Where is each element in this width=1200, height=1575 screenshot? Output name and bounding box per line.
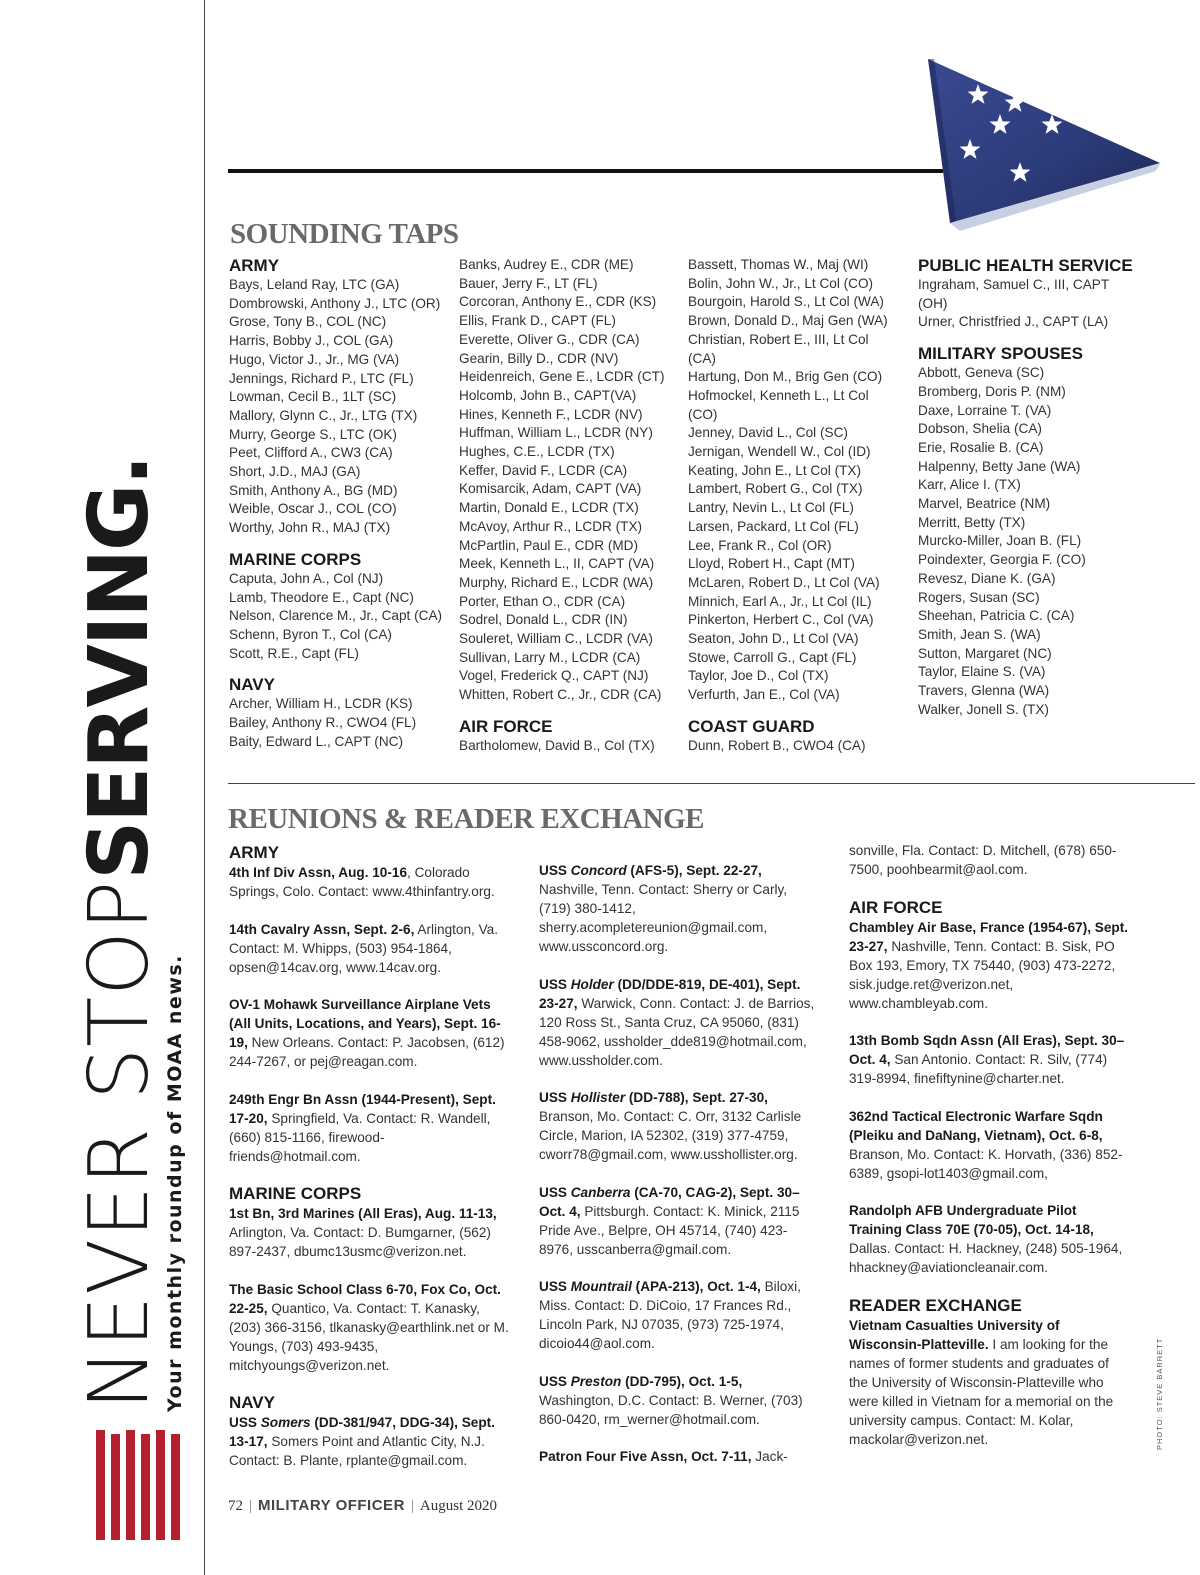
reunion-entry — [849, 841, 1129, 879]
obituary-entry: Minnich, Earl A., Jr., Lt Col (IL) — [688, 593, 872, 609]
obituary-entry: Brown, Donald D., Maj Gen (WA) — [688, 313, 888, 329]
reunion-entry-text: Hollister — [570, 1090, 626, 1105]
reunion-entry-text: USS — [539, 1090, 571, 1105]
reunion-entry-text: (DD-795), Oct. 1-5, — [621, 1373, 743, 1389]
reunion-entry-text: Pittsburgh. Contact: K. Minick, 2115 Pride Ave., Belpre, OH 45714, (740) 423-8976, usscanberra@gmail.com. — [539, 1203, 800, 1257]
obituary-entry: Verfurth, Jan E., Col (VA) — [688, 687, 840, 703]
obituary-entry: Seaton, John D., Lt Col (VA) — [688, 631, 859, 647]
obituary-entry: Martin, Donald E., LCDR (TX) — [459, 500, 639, 516]
reunion-entry-text: (DD-381/947, DDG-34), Sept. 13-17, — [229, 1415, 495, 1449]
reunion-entry-text: 14th Cavalry Assn, Sept. 2-6, — [229, 921, 415, 937]
obituary-entry: Lloyd, Robert H., Capt (MT) — [688, 556, 855, 572]
obituary-entry: Urner, Christfried J., CAPT (LA) — [918, 314, 1109, 330]
reunion-entry-text: (CA-70, CAG-2), Sept. 30–Oct. 4, — [539, 1184, 800, 1219]
obituary-entry: Rogers, Susan (SC) — [918, 589, 1040, 605]
spacer — [229, 663, 454, 675]
obituary-entry: Porter, Ethan O., CDR (CA) — [459, 593, 626, 609]
reunion-entry — [849, 1107, 1129, 1183]
obituary-entry: Archer, William H., LCDR (KS) — [229, 696, 413, 712]
obituary-entry: Nelson, Clarence M., Jr., Capt (CA) — [229, 608, 443, 624]
reunion-entry-text: Randolph AFB Undergraduate Pilot Training Class 70E (70-05), Oct. 14-18, — [849, 1203, 1094, 1237]
obituary-entry: (CA) — [688, 350, 716, 366]
reunion-entry-text: Warwick, Conn. Contact: J. de Barrios, 120 Ross St., Santa Cruz, CA 95060, (831) 458-9062, ussholder_dde819@hotmail.com, www.ussholder.com. — [539, 995, 815, 1068]
obituary-entry: Vogel, Frederick Q., CAPT (NJ) — [459, 668, 649, 684]
reunion-entry-text: I am looking for the names of former students and graduates of the University of Wisconsin-Platteville who were killed in Vietnam for a memorial on the university campus. Contact: M. Kolar, mackolar@verizon.net. — [849, 1336, 1114, 1447]
issue-date: August 2020 — [419, 1498, 498, 1514]
reunion-entry-text: (AFS-5), Sept. 22-27, — [626, 863, 762, 878]
reunions-title: REUNIONS & READER EXCHANGE — [228, 803, 705, 835]
obituary-entry: Christian, Robert E., III, Lt Col — [688, 331, 869, 347]
stripe — [126, 1430, 135, 1540]
obituary-entry: Caputa, John A., Col (NJ) — [229, 570, 384, 586]
branch-heading: PUBLIC HEALTH SERVICE — [918, 256, 1133, 275]
branch-heading: AIR FORCE — [459, 716, 553, 736]
reunion-entry-text: Nashville, Tenn. Contact: Sherry or Carly, (719) 380-1412, sherry.acompletereunion@gmail.com, www.ussconcord.org. — [539, 882, 788, 954]
obituary-entry: Heidenreich, Gene E., LCDR (CT) — [459, 369, 665, 385]
reunion-entry-text: OV-1 Mohawk Surveillance Airplane Vets (All Units, Locations, and Years), Sept. 16-19, — [229, 997, 501, 1050]
magazine-name: MILITARY OFFICER — [258, 1497, 405, 1514]
obituary-entry: Lantry, Nevin L., Lt Col (FL) — [688, 500, 854, 516]
obituary-entry: McPartlin, Paul E., CDR (MD) — [459, 537, 639, 553]
obituary-entry: Hugo, Victor J., Jr., MG (VA) — [229, 351, 400, 367]
reunion-entry-text: Dallas. Contact: H. Hackney, (248) 505-1964, hhackney@aviationcleanair.com. — [849, 1241, 1123, 1275]
obituary-entry: Keffer, David F., LCDR (CA) — [459, 462, 628, 478]
obituary-entry: Hines, Kenneth F., LCDR (NV) — [459, 406, 643, 422]
obituary-entry: Ingraham, Samuel C., III, CAPT — [918, 277, 1110, 292]
obituary-entry: Revesz, Diane K. (GA) — [918, 570, 1056, 586]
top-rule — [228, 169, 943, 173]
branch-heading: ARMY — [229, 256, 280, 275]
obituary-entry: Scott, R.E., Capt (FL) — [229, 645, 359, 661]
reunion-entry-text: Quantico, Va. Contact: T. Kanasky, (203) 366-3156, tlkanasky@earthlink.net or M. Youngs, (703) 493-9435, mitchyoungs@verizon.net. — [229, 1300, 509, 1373]
reunion-entry-text: 362nd Tactical Electronic Warfare Sqdn (Pleiku and DaNang, Vietnam), Oct. 6-8, — [849, 1108, 1103, 1143]
reunion-entry — [849, 1201, 1129, 1277]
obituary-entry: Whitten, Robert C., Jr., CDR (CA) — [459, 687, 662, 703]
obituary-entry: Peet, Clifford A., CW3 (CA) — [229, 445, 393, 461]
obituary-entry: Smith, Jean S. (WA) — [918, 626, 1041, 642]
reunion-entry-text: Nashville, Tenn. Contact: B. Sisk, PO Box 193, Emory, TX 75440, (903) 473-2272, sisk.judge.ret@verizon.net, www.chambleyab.com. — [849, 938, 1116, 1011]
obituary-entry: Harris, Bobby J., COL (GA) — [229, 333, 394, 349]
reunion-branch-heading: AIR FORCE — [849, 897, 943, 917]
reunion-entry — [849, 1031, 1129, 1088]
taps-column-2 — [459, 256, 684, 756]
obituary-entry: Travers, Glenna (WA) — [918, 683, 1050, 699]
obituary-entry: Karr, Alice I. (TX) — [918, 477, 1021, 493]
reunion-entry-text: Branson, Mo. Contact: K. Horvath, (336) 852-6389, gsopi-lot1403@gmail.com, — [849, 1146, 1123, 1181]
spacer — [688, 705, 913, 717]
page-footer: 72 | MILITARY OFFICER | August 2020 — [228, 1497, 498, 1514]
reunion-entry-text: USS — [539, 1184, 571, 1200]
obituary-entry: Hofmockel, Kenneth L., Lt Col — [688, 387, 869, 403]
obituary-entry: Murphy, Richard E., LCDR (WA) — [459, 574, 654, 590]
branch-heading: MARINE CORPS — [229, 549, 362, 569]
reunion-branch-heading: MARINE CORPS — [229, 1184, 362, 1203]
stripes-logo — [94, 1430, 184, 1540]
reunions-column-2 — [539, 861, 819, 1485]
reunions-column-3 — [849, 841, 1129, 1467]
reunion-branch-heading: READER EXCHANGE — [849, 1295, 1022, 1315]
obituary-entry: Dobson, Shelia (CA) — [918, 421, 1042, 437]
obituary-entry: Poindexter, Georgia F. (CO) — [918, 552, 1086, 568]
obituary-entry: Sodrel, Donald L., CDR (IN) — [459, 612, 628, 628]
reunion-entry — [229, 920, 509, 977]
sidebar-title-bold: SERVING. — [72, 456, 167, 880]
reunion-entry-text: USS — [539, 976, 571, 992]
folded-flag-image — [920, 55, 1170, 235]
obituary-entry: Gearin, Billy D., CDR (NV) — [459, 350, 619, 366]
reunion-entry — [539, 1183, 819, 1259]
obituary-entry: Lee, Frank R., Col (OR) — [688, 537, 832, 553]
obituary-entry: Marvel, Beatrice (NM) — [918, 496, 1051, 512]
obituary-entry: Dunn, Robert B., CWO4 (CA) — [688, 737, 866, 753]
obituary-entry: Worthy, John R., MAJ (TX) — [229, 520, 391, 536]
obituary-entry: Lamb, Theodore E., Capt (NC) — [229, 589, 414, 605]
obituary-entry: Bassett, Thomas W., Maj (WI) — [688, 257, 869, 272]
obituary-entry: Bailey, Anthony R., CWO4 (FL) — [229, 715, 417, 731]
obituary-entry: McLaren, Robert D., Lt Col (VA) — [688, 574, 880, 590]
obituary-entry: Abbott, Geneva (SC) — [918, 365, 1045, 381]
obituary-entry: Baity, Edward L., CAPT (NC) — [229, 733, 403, 749]
left-vertical-rule — [204, 0, 205, 1575]
spacer — [459, 705, 684, 717]
obituary-entry: Ellis, Frank D., CAPT (FL) — [459, 313, 616, 329]
obituary-entry: Larsen, Packard, Lt Col (FL) — [688, 518, 859, 534]
obituary-entry: Bourgoin, Harold S., Lt Col (WA) — [688, 294, 884, 310]
reunion-entry — [539, 1088, 819, 1164]
reunion-entry-text: USS — [539, 1373, 571, 1389]
obituary-entry: Bromberg, Doris P. (NM) — [918, 383, 1066, 399]
obituary-entry: Jennings, Richard P., LTC (FL) — [229, 370, 414, 386]
reunion-entry-text: , Colorado Springs, Colo. Contact: www.4thinfantry.org. — [229, 865, 495, 899]
sidebar-title — [70, 410, 170, 1410]
reunion-entry-text: Holder — [570, 976, 614, 992]
reunion-entry-text: 13th Bomb Sqdn Assn (All Eras), Sept. 30–Oct. 4, — [849, 1033, 1125, 1067]
obituary-entry: Holcomb, John B., CAPT(VA) — [459, 387, 637, 403]
obituary-entry: Stowe, Carroll G., Capt (FL) — [688, 649, 857, 665]
reunion-entry-text: Chambley Air Base, France (1954-67), Sept. 23-27, — [849, 919, 1129, 954]
obituary-entry: Bays, Leland Ray, LTC (GA) — [229, 277, 400, 292]
obituary-entry: Grose, Tony B., COL (NC) — [229, 314, 387, 330]
reunion-entry-text: Patron Four Five Assn, Oct. 7-11, — [539, 1449, 752, 1464]
reunion-entry-text: Arlington, Va. Contact: D. Bumgarner, (562) 897-2437, dbumc13usmc@verizon.net. — [229, 1225, 491, 1259]
obituary-entry: Erie, Rosalie B. (CA) — [918, 439, 1044, 455]
obituary-entry: (OH) — [918, 295, 948, 311]
reunion-entry — [849, 1316, 1129, 1449]
spacer — [229, 538, 454, 550]
reunion-entry-text: Canberra — [570, 1184, 631, 1200]
obituary-entry: Merritt, Betty (TX) — [918, 514, 1026, 530]
obituary-entry: Daxe, Lorraine T. (VA) — [918, 402, 1052, 418]
reunion-branch-heading: NAVY — [229, 1393, 275, 1412]
section-divider — [228, 783, 1195, 784]
reunion-entry-text: USS — [539, 1279, 571, 1294]
photo-credit: PHOTO: STEVE BARRETT — [1155, 1337, 1164, 1450]
reunion-entry-text: 4th Inf Div Assn, Aug. 10-16 — [229, 865, 408, 880]
obituary-entry: Smith, Anthony A., BG (MD) — [229, 482, 398, 498]
reunion-entry-text: Biloxi, Miss. Contact: D. DiCoio, 17 Frances Rd., Lincoln Park, NJ 07035, (973) 725-1974, dicoio44@aol.com. — [539, 1279, 801, 1351]
taps-column-1 — [229, 256, 454, 751]
reunion-entry — [229, 1090, 509, 1166]
sidebar-title-light: NEVER STOP — [72, 879, 167, 1410]
sounding-taps-title: SOUNDING TAPS — [230, 218, 459, 250]
reunion-branch-heading: ARMY — [229, 843, 280, 862]
reunion-entry — [229, 863, 509, 901]
stripe — [96, 1430, 105, 1540]
obituary-entry: Taylor, Elaine S. (VA) — [918, 664, 1046, 680]
reunion-entry — [539, 861, 819, 956]
reunion-entry-text: sonville, Fla. Contact: D. Mitchell, (678) 650-7500, poohbearmit@aol.com. — [849, 843, 1117, 877]
obituary-entry: Bolin, John W., Jr., Lt Col (CO) — [688, 275, 874, 291]
reunion-entry-text: 1st Bn, 3rd Marines (All Eras), Aug. 11-13, — [229, 1206, 497, 1221]
obituary-entry: Lowman, Cecil B., 1LT (SC) — [229, 389, 397, 405]
reunion-entry — [539, 1447, 819, 1466]
reunion-entry — [539, 1277, 819, 1353]
reunion-entry-text: Concord — [570, 863, 627, 878]
branch-heading: MILITARY SPOUSES — [918, 344, 1083, 364]
stripe — [111, 1434, 120, 1540]
obituary-entry: Banks, Audrey E., CDR (ME) — [459, 257, 634, 272]
obituary-entry: Souleret, William C., LCDR (VA) — [459, 631, 653, 647]
obituary-entry: Sutton, Margaret (NC) — [918, 645, 1052, 661]
reunion-entry — [539, 975, 819, 1070]
reunion-entry — [229, 1280, 509, 1375]
taps-column-3 — [688, 256, 913, 756]
reunion-entry-text: USS — [229, 1415, 261, 1430]
obituary-entry: Keating, John E., Lt Col (TX) — [688, 462, 862, 478]
reunion-entry-text: Mountrail — [570, 1279, 632, 1294]
obituary-entry: Short, J.D., MAJ (GA) — [229, 464, 361, 480]
obituary-entry: Jenney, David L., Col (SC) — [688, 425, 848, 441]
obituary-entry: Hartung, Don M., Brig Gen (CO) — [688, 369, 883, 385]
branch-heading: COAST GUARD — [688, 716, 815, 736]
obituary-entry: Taylor, Joe D., Col (TX) — [688, 668, 829, 684]
reunion-entry-text: San Antonio. Contact: R. Silv, (774) 319-8994, finefiftynine@charter.net. — [849, 1052, 1108, 1086]
reunion-entry-text: (APA-213), Oct. 1-4, — [631, 1279, 761, 1294]
obituary-entry: Sullivan, Larry M., LCDR (CA) — [459, 649, 641, 665]
reunion-entry-text: (DD-788), Sept. 27-30, — [625, 1090, 768, 1105]
reunion-entry-text: Vietnam Casualties University of Wisconsin-Platteville. — [849, 1317, 1060, 1352]
reunion-entry — [229, 995, 509, 1071]
obituary-entry: Everette, Oliver G., CDR (CA) — [459, 331, 640, 347]
obituary-entry: Pinkerton, Herbert C., Col (VA) — [688, 612, 874, 628]
obituary-entry: Murry, George S., LTC (OK) — [229, 426, 397, 442]
reunion-entry — [539, 1372, 819, 1429]
obituary-entry: McAvoy, Arthur R., LCDR (TX) — [459, 518, 643, 534]
obituary-entry: Walker, Jonell S. (TX) — [918, 701, 1049, 717]
obituary-entry: Mallory, Glynn C., Jr., LTG (TX) — [229, 407, 418, 423]
reunion-entry-text: Washington, D.C. Contact: B. Werner, (703) 860-0420, rm_werner@hotmail.com. — [539, 1392, 803, 1427]
reunion-entry-text: (DD/DDE-819, DE-401), Sept. 23-27, — [539, 976, 801, 1011]
reunion-entry-text: Somers Point and Atlantic City, N.J. Contact: B. Plante, rplante@gmail.com. — [229, 1434, 485, 1468]
obituary-entry: Weible, Oscar J., COL (CO) — [229, 501, 397, 517]
spacer — [918, 332, 1143, 344]
reunion-entry-text: Somers — [260, 1415, 311, 1430]
obituary-entry: Sheehan, Patricia C. (CA) — [918, 608, 1075, 624]
reunion-entry — [229, 1204, 509, 1261]
obituary-entry: Meek, Kenneth L., II, CAPT (VA) — [459, 556, 655, 572]
reunion-entry-text: Preston — [570, 1373, 622, 1389]
obituary-entry: Jernigan, Wendell W., Col (ID) — [688, 444, 871, 460]
taps-column-4 — [918, 256, 1143, 719]
obituary-entry: Corcoran, Anthony E., CDR (KS) — [459, 294, 657, 310]
reunion-entry-text: Springfield, Va. Contact: R. Wandell, (660) 815-1166, firewood-friends@hotmail.com. — [229, 1110, 491, 1164]
reunion-entry — [229, 1413, 509, 1470]
branch-heading: NAVY — [229, 675, 275, 695]
obituary-entry: Komisarcik, Adam, CAPT (VA) — [459, 481, 642, 497]
reunion-entry-text: USS — [539, 863, 571, 878]
stripe — [141, 1434, 150, 1540]
obituary-entry: Schenn, Byron T., Col (CA) — [229, 626, 392, 642]
reunion-entry-text: New Orleans. Contact: P. Jacobsen, (612) 244-7267, or pej@reagan.com. — [229, 1035, 505, 1069]
stripe — [171, 1434, 180, 1540]
reunions-column-1 — [229, 843, 509, 1489]
obituary-entry: Dombrowski, Anthony J., LTC (OR) — [229, 295, 441, 311]
reunion-entry-text: Jack- — [751, 1449, 788, 1464]
obituary-entry: Lambert, Robert G., Col (TX) — [688, 481, 863, 497]
page-number: 72 — [228, 1498, 243, 1514]
obituary-entry: Bauer, Jerry F., LT (FL) — [459, 275, 598, 291]
reunion-entry-text: Branson, Mo. Contact: C. Orr, 3132 Carlisle Circle, Marion, IA 52302, (319) 377-4759, cworr78@gmail.com, www.usshollister.org. — [539, 1109, 802, 1162]
reunion-entry-text: The Basic School Class 6-70, Fox Co, Oct. 22-25, — [229, 1281, 501, 1316]
obituary-entry: (CO) — [688, 406, 718, 422]
obituary-entry: Bartholomew, David B., Col (TX) — [459, 737, 655, 753]
sidebar-subtitle: Your monthly roundup of MOAA news. — [164, 954, 186, 1412]
obituary-entry: Halpenny, Betty Jane (WA) — [918, 458, 1081, 474]
obituary-entry: Hughes, C.E., LCDR (TX) — [459, 444, 615, 460]
obituary-entry: Huffman, William L., LCDR (NY) — [459, 425, 653, 441]
stripe — [156, 1430, 165, 1540]
obituary-entry: Murcko-Miller, Joan B. (FL) — [918, 533, 1082, 549]
reunion-entry-text: 249th Engr Bn Assn (1944-Present), Sept. 17-20, — [229, 1091, 496, 1126]
reunion-entry — [849, 918, 1129, 1013]
reunion-entry-text: Arlington, Va. Contact: M. Whipps, (503) 954-1864, opsen@14cav.org, www.14cav.org. — [229, 921, 498, 975]
